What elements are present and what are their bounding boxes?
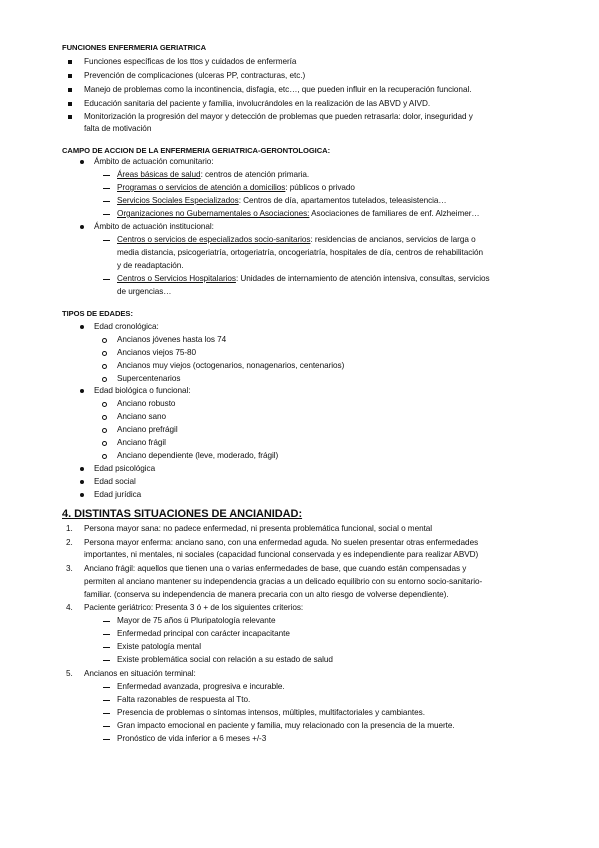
section-heading-ancianidad: 4. DISTINTAS SITUACIONES DE ANCIANIDAD:: [62, 508, 303, 520]
bullet-icon: [68, 88, 72, 92]
list-item: [117, 169, 309, 180]
list-item: Paciente geriátrico: Presenta 3 ó + de los siguientes criterios:: [84, 603, 304, 612]
dash-icon: [103, 621, 110, 622]
section-title-tipos: TIPOS DE EDADES:: [62, 309, 133, 318]
dash-icon: [103, 700, 110, 701]
list-item: Presencia de problemas o síntomas intensos, múltiples, multifactoriales y cambiantes.: [117, 708, 425, 717]
list-item: Ancianos muy viejos (octogenarios, nonagenarios, centenarios): [117, 361, 345, 370]
underlined-term: Centros o Servicios Hospitalarios: [117, 274, 236, 283]
list-item: [117, 182, 355, 193]
circle-bullet-icon: [102, 441, 107, 446]
item-text: : Unidades de internamiento de atención intensiva, consultas, servicios: [235, 274, 490, 283]
underlined-term: Programas o servicios de atención a domicilios: [117, 183, 286, 192]
dash-icon: [103, 687, 110, 688]
list-item: Prevención de complicaciones (ulceras PP, contracturas, etc.): [84, 71, 306, 80]
list-item: Anciano dependiente (leve, moderado, frágil): [117, 451, 279, 460]
circle-bullet-icon: [102, 351, 107, 356]
list-item: Anciano robusto: [117, 399, 176, 408]
list-item: Ámbito de actuación comunitario:: [94, 157, 214, 166]
dash-icon: [103, 739, 110, 740]
dash-icon: [103, 647, 110, 648]
list-item: Edad psicológica: [94, 464, 156, 473]
underlined-term: Organizaciones no Gubernamentales o Asociaciones:: [117, 209, 310, 218]
list-item: Enfermedad principal con carácter incapacitante: [117, 629, 290, 638]
bullet-icon: [68, 74, 72, 78]
list-item: Edad biológica o funcional:: [94, 386, 191, 395]
list-item: Edad social: [94, 477, 136, 486]
dash-icon: [103, 240, 110, 241]
list-item: Ancianos jóvenes hasta los 74: [117, 335, 227, 344]
section-title-funciones: FUNCIONES ENFERMERIA GERIATRICA: [62, 43, 206, 52]
bullet-icon: [80, 389, 84, 393]
list-item: Existe problemática social con relación a su estado de salud: [117, 655, 333, 664]
item-text: Asociaciones de familiares de enf. Alzheimer…: [309, 209, 480, 218]
circle-bullet-icon: [102, 428, 107, 433]
list-item: Educación sanitaria del paciente y familia, involucrándoles en la realización de las ABVD y AIVD.: [84, 99, 431, 108]
list-item: Anciano prefrágil: [117, 425, 178, 434]
list-item: Supercentenarios: [117, 374, 181, 383]
list-item: Gran impacto emocional en paciente y familia, muy relacionado con la presencia de la muerte.: [117, 721, 455, 730]
list-item: Persona mayor sana: no padece enfermedad, ni presenta problemática funcional, social o mental: [84, 524, 433, 533]
underlined-term: Áreas básicas de salud: [117, 170, 201, 179]
list-item: Anciano frágil: aquellos que tienen una o varias enfermedades de base, que cuando están compensadas y: [84, 564, 467, 573]
list-number: 3.: [66, 564, 73, 573]
list-item-continuation: y de readaptación.: [117, 261, 184, 270]
list-item-continuation: familiar. (conserva su independencia de manera precaria con un alto riesgo de volverse dependiente).: [84, 590, 449, 599]
list-item: Persona mayor enferma: anciano sano, con una enfermedad aguda. No suelen presentar otras enfermedades: [84, 538, 479, 547]
item-text: : públicos o privado: [285, 183, 355, 192]
underlined-term: Servicios Sociales Especializados: [117, 196, 239, 205]
dash-icon: [103, 713, 110, 714]
list-number: 2.: [66, 538, 73, 547]
list-item: Anciano sano: [117, 412, 167, 421]
bullet-icon: [80, 480, 84, 484]
dash-icon: [103, 188, 110, 189]
dash-icon: [103, 634, 110, 635]
list-item: Monitorización la progresión del mayor y detección de problemas que pueden retrasarla: dolor, inseguridad y: [84, 112, 473, 121]
item-text: : residencias de ancianos, servicios de larga o: [310, 235, 476, 244]
item-text: : centros de atención primaria.: [200, 170, 310, 179]
list-item: Enfermedad avanzada, progresiva e incurable.: [117, 682, 285, 691]
list-item: Ancianos en situación terminal:: [84, 669, 196, 678]
list-item: Anciano frágil: [117, 438, 166, 447]
dash-icon: [103, 175, 110, 176]
dash-icon: [103, 279, 110, 280]
dash-icon: [103, 726, 110, 727]
circle-bullet-icon: [102, 364, 107, 369]
circle-bullet-icon: [102, 415, 107, 420]
list-number: 4.: [66, 603, 73, 612]
circle-bullet-icon: [102, 402, 107, 407]
underlined-term: Centros o servicios de especializados socio-sanitarios: [117, 235, 311, 244]
list-item: Ancianos viejos 75-80: [117, 348, 197, 357]
dash-icon: [103, 201, 110, 202]
list-number: 1.: [66, 524, 73, 533]
circle-bullet-icon: [102, 377, 107, 382]
list-item: Mayor de 75 años ü Pluripatología relevante: [117, 616, 276, 625]
list-item-continuation: falta de motivación: [84, 124, 152, 133]
list-item: [117, 234, 476, 245]
list-item-continuation: media distancia, psicogeriatría, ortogeriatría, oncogeriatría, hospitales de día, centros de rehabilitación: [117, 248, 484, 257]
list-item: Edad jurídica: [94, 490, 142, 499]
list-item-continuation: de urgencias…: [117, 287, 172, 296]
bullet-icon: [80, 325, 84, 329]
list-item: Edad cronológica:: [94, 322, 159, 331]
bullet-icon: [80, 467, 84, 471]
bullet-icon: [80, 160, 84, 164]
dash-icon: [103, 214, 110, 215]
list-number: 5.: [66, 669, 73, 678]
dash-icon: [103, 660, 110, 661]
bullet-icon: [68, 115, 72, 119]
list-item: Existe patología mental: [117, 642, 201, 651]
list-item-continuation: importantes, ni mentales, ni sociales (capacidad funcional conservada y es independiente para realizar ABVD): [84, 550, 479, 559]
list-item: Manejo de problemas como la incontinencia, disfagia, etc…, que pueden influir en la recuperación funcional.: [84, 85, 472, 94]
circle-bullet-icon: [102, 454, 107, 459]
bullet-icon: [80, 225, 84, 229]
item-text: : Centros de día, apartamentos tutelados, teleasistencia…: [238, 196, 447, 205]
list-item-continuation: permiten al anciano mantener su independencia gracias a un delicado equilibrio con su entorno socio-sanitario-: [84, 577, 483, 586]
bullet-icon: [80, 493, 84, 497]
list-item: [117, 195, 447, 206]
bullet-icon: [68, 60, 72, 64]
section-title-campo: CAMPO DE ACCION DE LA ENFERMERIA GERIATRICA-GERONTOLOGICA:: [62, 146, 331, 155]
list-item: Ámbito de actuación institucional:: [94, 222, 214, 231]
list-item: Funciones específicas de los ttos y cuidados de enfermería: [84, 57, 297, 66]
bullet-icon: [68, 102, 72, 106]
list-item: Falta razonables de respuesta al Tto.: [117, 695, 251, 704]
circle-bullet-icon: [102, 338, 107, 343]
list-item: [117, 208, 480, 219]
list-item: [117, 273, 490, 284]
list-item: Pronóstico de vida inferior a 6 meses +/-3: [117, 734, 267, 743]
